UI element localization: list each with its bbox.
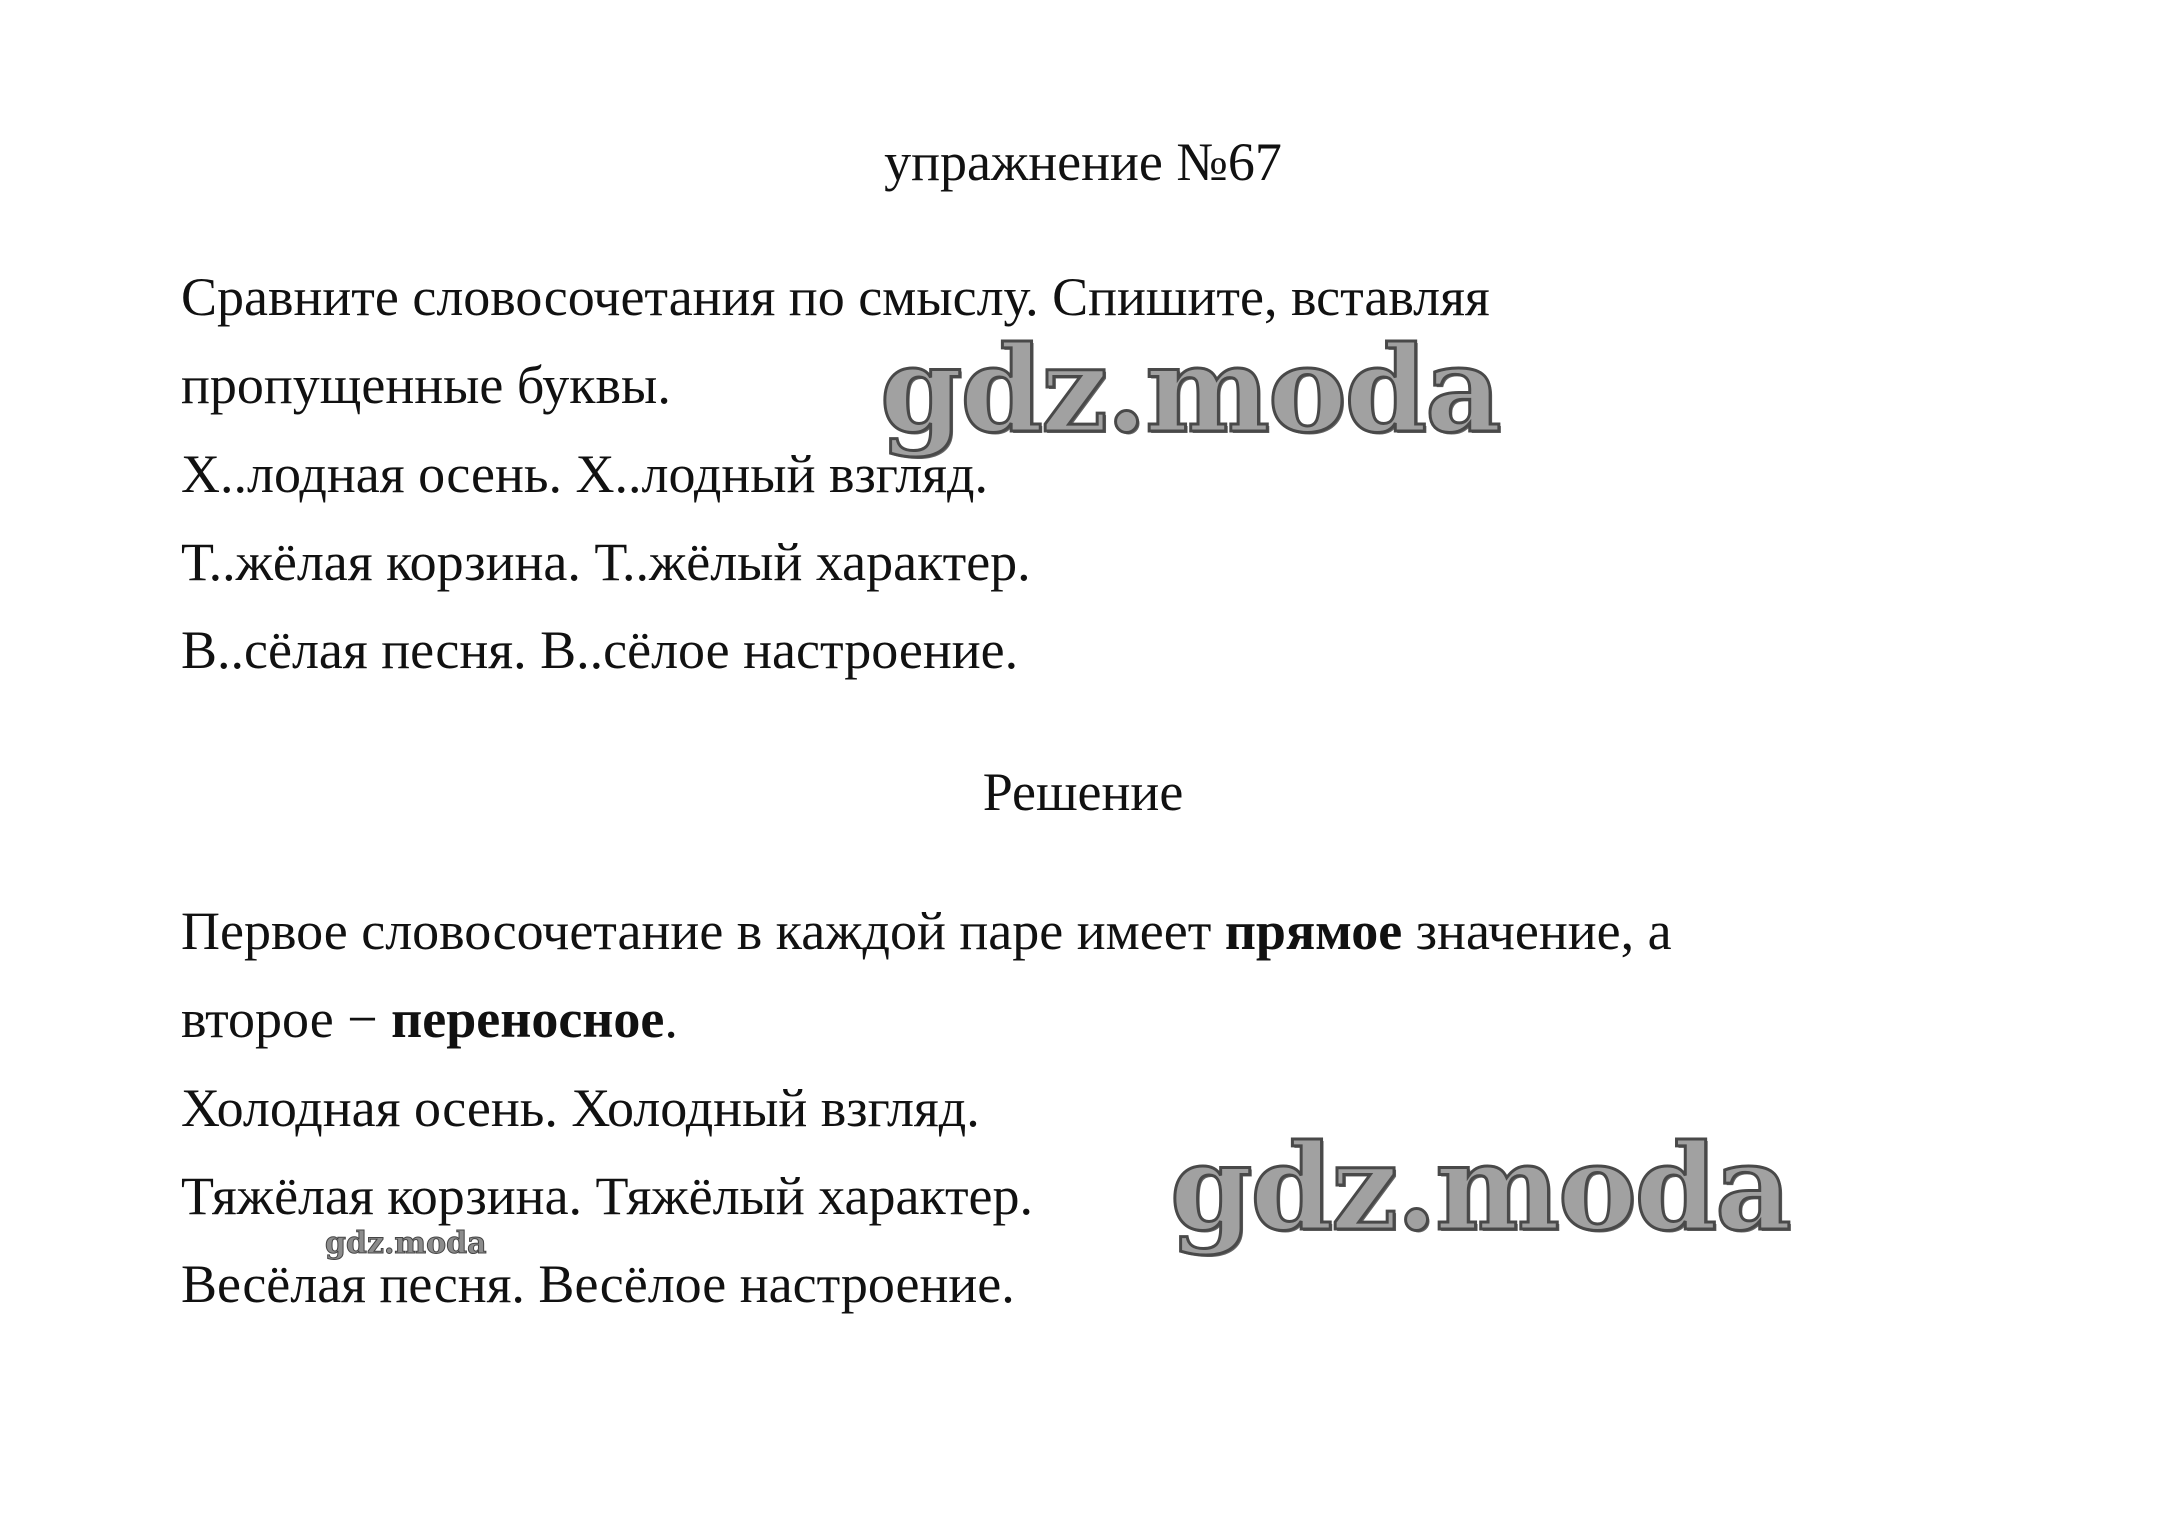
task-line-3: Х..лодная осень. Х..лодный взгляд. [181,444,988,504]
watermark-logo-top: gdz.moda [880,320,1500,459]
intro-1-text-before: Первое словосочетание в каждой паре имеет [181,901,1225,961]
answer-line-1: Холодная осень. Холодный взгляд. [181,1078,980,1138]
solution-intro-line-1 [181,901,1672,961]
solution-intro-line-2 [181,989,678,1049]
task-line-5: В..сёлая песня. В..сёлое настроение. [181,620,1019,680]
task-line-4: Т..жёлая корзина. Т..жёлый характер. [181,532,1031,592]
solution-heading: Решение [982,762,1184,822]
intro-2-text-after: . [664,989,678,1049]
task-line-1: Сравните словосочетания по смыслу. Спишите, вставляя [181,267,1490,327]
watermark-logo-bottom: gdz.moda [1170,1118,1790,1257]
intro-2-bold-term: переносное [391,989,665,1049]
exercise-title: упражнение №67 [884,132,1282,192]
intro-2-text-before: второе − [181,989,392,1049]
intro-1-text-after: значение, а [1402,901,1672,961]
answer-line-2: Тяжёлая корзина. Тяжёлый характер. [181,1166,1034,1226]
intro-1-bold-term: прямое [1224,901,1403,961]
answer-line-3: Весёлая песня. Весёлое настроение. [181,1254,1015,1314]
watermark-logo-small: gdz.moda [325,1226,487,1261]
task-line-2: пропущенные буквы. [181,355,671,415]
